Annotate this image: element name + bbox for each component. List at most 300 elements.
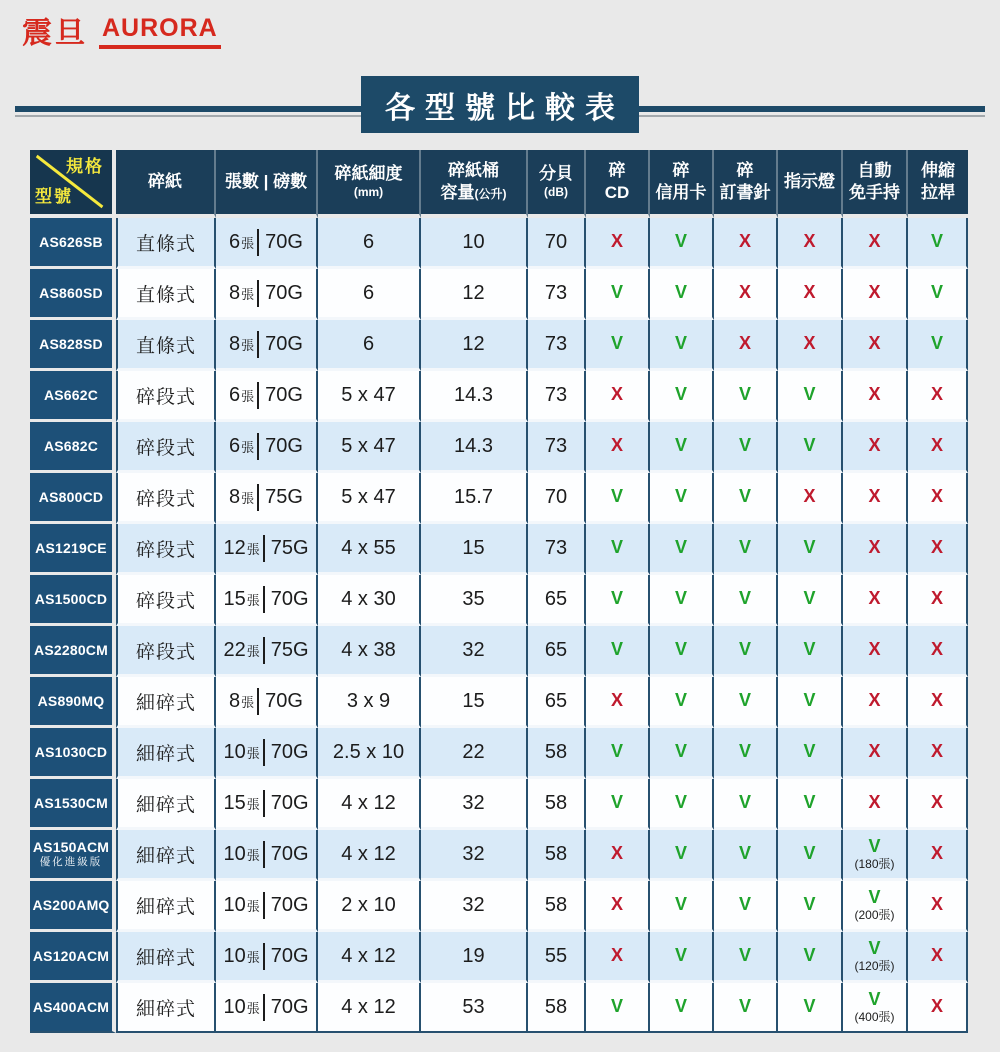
- header-row: [30, 150, 968, 218]
- cross-mark: X: [803, 333, 816, 354]
- model-cell: [30, 626, 116, 677]
- check-mark: V: [803, 996, 816, 1017]
- shred-staples-cell: [714, 524, 778, 575]
- cross-mark: X: [803, 282, 816, 303]
- cross-mark: X: [610, 231, 623, 252]
- indicator-light-cell: [778, 983, 843, 1033]
- check-mark: V: [674, 588, 687, 609]
- shred-credit-card-cell: [650, 320, 714, 371]
- check-mark: V: [738, 690, 751, 711]
- auto-feed-cell: [843, 371, 908, 422]
- table-row: [30, 218, 968, 269]
- shred-credit-card-cell: [650, 269, 714, 320]
- shred-cd-cell: [586, 320, 650, 371]
- shred-cd-cell: [586, 626, 650, 677]
- table-row: [30, 779, 968, 830]
- check-mark: V: [738, 384, 751, 405]
- shred-credit-card-cell: [650, 779, 714, 830]
- shred-credit-card-cell: [650, 728, 714, 779]
- model-name: AS400ACM: [32, 998, 110, 1015]
- check-mark: V: [610, 741, 623, 762]
- fineness-cell: 6: [318, 320, 421, 371]
- fineness-cell: 4 x 12: [318, 983, 421, 1033]
- fineness-cell: 2.5 x 10: [318, 728, 421, 779]
- indicator-light-cell: [778, 422, 843, 473]
- sheets-weight-cell: 15 張 70G: [216, 575, 318, 626]
- shred-staples-cell: [714, 473, 778, 524]
- table-row: [30, 830, 968, 881]
- table-row: [30, 269, 968, 320]
- check-mark: V: [674, 537, 687, 558]
- check-mark: V: [803, 792, 816, 813]
- check-mark: V: [674, 282, 687, 303]
- fineness-cell: 2 x 10: [318, 881, 421, 932]
- capacity-cell: 32: [421, 626, 528, 677]
- indicator-light-cell: [778, 371, 843, 422]
- fineness-cell: 4 x 30: [318, 575, 421, 626]
- cross-mark: X: [610, 843, 623, 864]
- table-row: [30, 473, 968, 524]
- indicator-light-cell: [778, 320, 843, 371]
- indicator-light-cell: [778, 830, 843, 881]
- cross-mark: X: [868, 282, 881, 303]
- model-cell: [30, 932, 116, 983]
- col-header-fineness: 碎紙細度 (mm): [318, 150, 421, 218]
- model-name: AS860SD: [39, 284, 103, 301]
- shred-cd-cell: [586, 473, 650, 524]
- shred-staples-cell: [714, 320, 778, 371]
- table-row: [30, 422, 968, 473]
- col-header-telescopic-handle: 伸縮 拉桿: [908, 150, 968, 218]
- check-mark: V: [803, 537, 816, 558]
- check-mark: V: [803, 843, 816, 864]
- check-mark: V: [868, 989, 881, 1009]
- check-mark: V: [738, 537, 751, 558]
- indicator-light-cell: [778, 473, 843, 524]
- auto-feed-capacity-note: (120張): [854, 958, 895, 973]
- model-name: AS1530CM: [34, 794, 108, 811]
- cross-mark: X: [868, 741, 881, 762]
- decibel-cell: 58: [528, 830, 586, 881]
- cross-mark: X: [610, 894, 623, 915]
- col-header-bin-capacity: 碎紙桶 容量(公升): [421, 150, 528, 218]
- sheets-weight-cell: 6 張 70G: [216, 218, 318, 269]
- cross-mark: X: [610, 690, 623, 711]
- shred-credit-card-cell: [650, 575, 714, 626]
- capacity-cell: 15.7: [421, 473, 528, 524]
- shred-type-cell: 細碎式: [116, 830, 216, 881]
- decibel-cell: 65: [528, 626, 586, 677]
- shred-cd-cell: [586, 575, 650, 626]
- decibel-cell: 73: [528, 371, 586, 422]
- divider-bar: [257, 484, 259, 511]
- auto-feed-cell: [843, 422, 908, 473]
- shred-credit-card-cell: [650, 218, 714, 269]
- sheets-weight-cell: 10 張 70G: [216, 983, 318, 1033]
- check-mark: V: [610, 282, 623, 303]
- indicator-light-cell: [778, 575, 843, 626]
- auto-feed-cell: [843, 728, 908, 779]
- capacity-cell: 35: [421, 575, 528, 626]
- auto-feed-cell: [843, 575, 908, 626]
- col-header-shred-cd: 碎 CD: [586, 150, 650, 218]
- auto-feed-cell: [843, 677, 908, 728]
- capacity-cell: 19: [421, 932, 528, 983]
- telescopic-handle-cell: [908, 269, 968, 320]
- auto-feed-cell: [843, 983, 908, 1033]
- col-header-decibel: 分貝 (dB): [528, 150, 586, 218]
- fineness-cell: 5 x 47: [318, 422, 421, 473]
- check-mark: V: [674, 486, 687, 507]
- cross-mark: X: [930, 588, 943, 609]
- model-name: AS800CD: [38, 488, 104, 505]
- table-row: [30, 524, 968, 575]
- model-cell: [30, 371, 116, 422]
- shred-type-cell: 碎段式: [116, 371, 216, 422]
- shred-cd-cell: [586, 932, 650, 983]
- decibel-cell: 73: [528, 320, 586, 371]
- telescopic-handle-cell: [908, 524, 968, 575]
- shred-type-cell: 細碎式: [116, 983, 216, 1033]
- check-mark: V: [930, 333, 943, 354]
- indicator-light-cell: [778, 626, 843, 677]
- check-mark: V: [868, 938, 881, 958]
- capacity-cell: 10: [421, 218, 528, 269]
- divider-bar: [257, 331, 259, 358]
- model-name: AS662C: [43, 386, 99, 403]
- fineness-cell: 6: [318, 269, 421, 320]
- model-name: AS1219CE: [35, 539, 107, 556]
- model-name: AS828SD: [39, 335, 103, 352]
- check-mark: V: [610, 486, 623, 507]
- table-row: [30, 677, 968, 728]
- auto-feed-capacity-note: (200張): [854, 907, 895, 922]
- sheets-weight-cell: 10 張 70G: [216, 932, 318, 983]
- check-mark: V: [674, 741, 687, 762]
- fineness-cell: 5 x 47: [318, 371, 421, 422]
- model-name: AS200AMQ: [32, 896, 110, 913]
- indicator-light-cell: [778, 677, 843, 728]
- shred-cd-cell: [586, 218, 650, 269]
- telescopic-handle-cell: [908, 779, 968, 830]
- divider-bar: [263, 994, 265, 1021]
- check-mark: V: [803, 639, 816, 660]
- cross-mark: X: [930, 741, 943, 762]
- check-mark: V: [738, 486, 751, 507]
- model-cell: [30, 779, 116, 830]
- check-mark: V: [674, 333, 687, 354]
- cross-mark: X: [738, 231, 751, 252]
- sheets-weight-cell: 8 張 70G: [216, 677, 318, 728]
- telescopic-handle-cell: [908, 575, 968, 626]
- table-row: [30, 626, 968, 677]
- auto-feed-cell: [843, 932, 908, 983]
- model-cell: [30, 422, 116, 473]
- shred-type-cell: 直條式: [116, 320, 216, 371]
- divider-bar: [263, 637, 265, 664]
- fineness-cell: 5 x 47: [318, 473, 421, 524]
- capacity-cell: 32: [421, 881, 528, 932]
- cross-mark: X: [930, 843, 943, 864]
- model-name: AS682C: [43, 437, 99, 454]
- col-header-indicator-light: 指示燈: [778, 150, 843, 218]
- capacity-cell: 14.3: [421, 422, 528, 473]
- auto-feed-cell: [843, 320, 908, 371]
- decibel-cell: 65: [528, 677, 586, 728]
- cross-mark: X: [610, 384, 623, 405]
- shred-staples-cell: [714, 830, 778, 881]
- model-cell: [30, 983, 116, 1033]
- decibel-cell: 73: [528, 524, 586, 575]
- col-header-sheets-weight: 張數 | 磅數: [216, 150, 318, 218]
- table-body: [30, 218, 968, 1033]
- shred-type-cell: 細碎式: [116, 881, 216, 932]
- shred-cd-cell: [586, 524, 650, 575]
- check-mark: V: [610, 792, 623, 813]
- divider-bar: [263, 943, 265, 970]
- divider-bar: [263, 535, 265, 562]
- cross-mark: X: [930, 435, 943, 456]
- sheets-weight-cell: 12 張 75G: [216, 524, 318, 575]
- table-row: [30, 983, 968, 1033]
- decibel-cell: 58: [528, 728, 586, 779]
- check-mark: V: [610, 996, 623, 1017]
- model-cell: [30, 677, 116, 728]
- shred-staples-cell: [714, 626, 778, 677]
- fineness-cell: 3 x 9: [318, 677, 421, 728]
- shred-staples-cell: [714, 728, 778, 779]
- telescopic-handle-cell: [908, 830, 968, 881]
- cross-mark: X: [738, 282, 751, 303]
- model-subtitle: 優化進級版: [39, 855, 103, 868]
- check-mark: V: [803, 690, 816, 711]
- cross-mark: X: [868, 792, 881, 813]
- decibel-cell: 70: [528, 473, 586, 524]
- cross-mark: X: [738, 333, 751, 354]
- shred-staples-cell: [714, 881, 778, 932]
- telescopic-handle-cell: [908, 626, 968, 677]
- shred-type-cell: 碎段式: [116, 524, 216, 575]
- cross-mark: X: [868, 588, 881, 609]
- decibel-cell: 70: [528, 218, 586, 269]
- shred-cd-cell: [586, 677, 650, 728]
- check-mark: V: [738, 639, 751, 660]
- check-mark: V: [803, 435, 816, 456]
- auto-feed-cell: [843, 269, 908, 320]
- cross-mark: X: [868, 537, 881, 558]
- check-mark: V: [738, 843, 751, 864]
- check-mark: V: [803, 894, 816, 915]
- corner-label-model: 型號: [35, 186, 73, 206]
- cross-mark: X: [930, 537, 943, 558]
- check-mark: V: [738, 894, 751, 915]
- table-row: [30, 932, 968, 983]
- check-mark: V: [610, 639, 623, 660]
- auto-feed-cell: [843, 626, 908, 677]
- check-mark: V: [674, 435, 687, 456]
- telescopic-handle-cell: [908, 728, 968, 779]
- model-name: AS120ACM: [32, 947, 110, 964]
- telescopic-handle-cell: [908, 422, 968, 473]
- check-mark: V: [674, 639, 687, 660]
- shred-staples-cell: [714, 932, 778, 983]
- cross-mark: X: [868, 333, 881, 354]
- telescopic-handle-cell: [908, 677, 968, 728]
- title-band: [0, 0, 1000, 140]
- auto-feed-cell: [843, 473, 908, 524]
- model-cell: [30, 320, 116, 371]
- check-mark: V: [868, 836, 881, 856]
- shred-type-cell: 碎段式: [116, 422, 216, 473]
- table-row: [30, 575, 968, 626]
- model-name: AS1030CD: [34, 743, 108, 760]
- table-row: [30, 728, 968, 779]
- model-cell: [30, 830, 116, 881]
- shred-credit-card-cell: [650, 983, 714, 1033]
- cross-mark: X: [610, 945, 623, 966]
- capacity-cell: 15: [421, 677, 528, 728]
- telescopic-handle-cell: [908, 218, 968, 269]
- table-row: [30, 320, 968, 371]
- check-mark: V: [674, 690, 687, 711]
- shred-cd-cell: [586, 269, 650, 320]
- fineness-cell: 4 x 12: [318, 779, 421, 830]
- auto-feed-capacity-note: (400張): [854, 1009, 895, 1024]
- col-header-shred-credit-card: 碎 信用卡: [650, 150, 714, 218]
- fineness-cell: 4 x 55: [318, 524, 421, 575]
- telescopic-handle-cell: [908, 473, 968, 524]
- check-mark: V: [674, 996, 687, 1017]
- divider-bar: [257, 433, 259, 460]
- auto-feed-cell: [843, 881, 908, 932]
- model-cell: [30, 881, 116, 932]
- cross-mark: X: [930, 894, 943, 915]
- cross-mark: X: [868, 486, 881, 507]
- indicator-light-cell: [778, 218, 843, 269]
- check-mark: V: [610, 537, 623, 558]
- divider-bar: [263, 739, 265, 766]
- shred-staples-cell: [714, 218, 778, 269]
- telescopic-handle-cell: [908, 881, 968, 932]
- corner-header-spec-model: [30, 150, 116, 218]
- model-comparison-table: [30, 150, 968, 1033]
- cross-mark: X: [803, 486, 816, 507]
- shred-staples-cell: [714, 575, 778, 626]
- divider-bar: [263, 892, 265, 919]
- shred-type-cell: 碎段式: [116, 473, 216, 524]
- cross-mark: X: [803, 231, 816, 252]
- cross-mark: X: [930, 996, 943, 1017]
- check-mark: V: [674, 843, 687, 864]
- sheets-weight-cell: 8 張 70G: [216, 320, 318, 371]
- check-mark: V: [610, 588, 623, 609]
- check-mark: V: [738, 435, 751, 456]
- check-mark: V: [674, 384, 687, 405]
- shred-cd-cell: [586, 422, 650, 473]
- shred-credit-card-cell: [650, 932, 714, 983]
- shred-staples-cell: [714, 779, 778, 830]
- shred-credit-card-cell: [650, 626, 714, 677]
- brand-logo-english: AURORA: [99, 16, 221, 49]
- model-name: AS2280CM: [34, 641, 108, 658]
- divider-bar: [257, 280, 259, 307]
- shred-credit-card-cell: [650, 830, 714, 881]
- sheets-weight-cell: 22 張 75G: [216, 626, 318, 677]
- sheets-weight-cell: 6 張 70G: [216, 371, 318, 422]
- check-mark: V: [674, 792, 687, 813]
- shred-credit-card-cell: [650, 371, 714, 422]
- capacity-cell: 12: [421, 269, 528, 320]
- divider-bar: [263, 841, 265, 868]
- sheets-weight-cell: 10 張 70G: [216, 830, 318, 881]
- capacity-cell: 22: [421, 728, 528, 779]
- sheets-weight-cell: 8 張 75G: [216, 473, 318, 524]
- check-mark: V: [738, 945, 751, 966]
- shred-cd-cell: [586, 881, 650, 932]
- sheets-weight-cell: 10 張 70G: [216, 728, 318, 779]
- decibel-cell: 58: [528, 779, 586, 830]
- shred-type-cell: 細碎式: [116, 779, 216, 830]
- indicator-light-cell: [778, 779, 843, 830]
- model-cell: [30, 524, 116, 575]
- decibel-cell: 58: [528, 983, 586, 1033]
- check-mark: V: [674, 894, 687, 915]
- table-row: [30, 881, 968, 932]
- model-cell: [30, 575, 116, 626]
- shred-staples-cell: [714, 422, 778, 473]
- shred-type-cell: 細碎式: [116, 677, 216, 728]
- shred-credit-card-cell: [650, 881, 714, 932]
- cross-mark: X: [930, 384, 943, 405]
- cross-mark: X: [930, 690, 943, 711]
- capacity-cell: 32: [421, 830, 528, 881]
- check-mark: V: [674, 945, 687, 966]
- telescopic-handle-cell: [908, 983, 968, 1033]
- cross-mark: X: [930, 486, 943, 507]
- check-mark: V: [803, 945, 816, 966]
- shred-cd-cell: [586, 371, 650, 422]
- decibel-cell: 73: [528, 422, 586, 473]
- corner-label-spec: 規格: [66, 157, 104, 176]
- cross-mark: X: [610, 435, 623, 456]
- divider-bar: [257, 382, 259, 409]
- check-mark: V: [803, 384, 816, 405]
- decibel-cell: 73: [528, 269, 586, 320]
- decibel-cell: 55: [528, 932, 586, 983]
- check-mark: V: [738, 741, 751, 762]
- capacity-cell: 12: [421, 320, 528, 371]
- sheets-weight-cell: 15 張 70G: [216, 779, 318, 830]
- model-name: AS1500CD: [34, 590, 108, 607]
- divider-bar: [263, 586, 265, 613]
- sheets-weight-cell: 6 張 70G: [216, 422, 318, 473]
- model-cell: [30, 269, 116, 320]
- page-title: 各型號比較表: [361, 76, 639, 133]
- sheets-weight-cell: 8 張 70G: [216, 269, 318, 320]
- col-header-shred-type: 碎紙: [116, 150, 216, 218]
- cross-mark: X: [930, 792, 943, 813]
- shred-credit-card-cell: [650, 677, 714, 728]
- cross-mark: X: [868, 231, 881, 252]
- model-cell: [30, 728, 116, 779]
- fineness-cell: 4 x 12: [318, 932, 421, 983]
- fineness-cell: 6: [318, 218, 421, 269]
- cross-mark: X: [930, 945, 943, 966]
- check-mark: V: [803, 741, 816, 762]
- indicator-light-cell: [778, 932, 843, 983]
- fineness-cell: 4 x 38: [318, 626, 421, 677]
- model-cell: [30, 218, 116, 269]
